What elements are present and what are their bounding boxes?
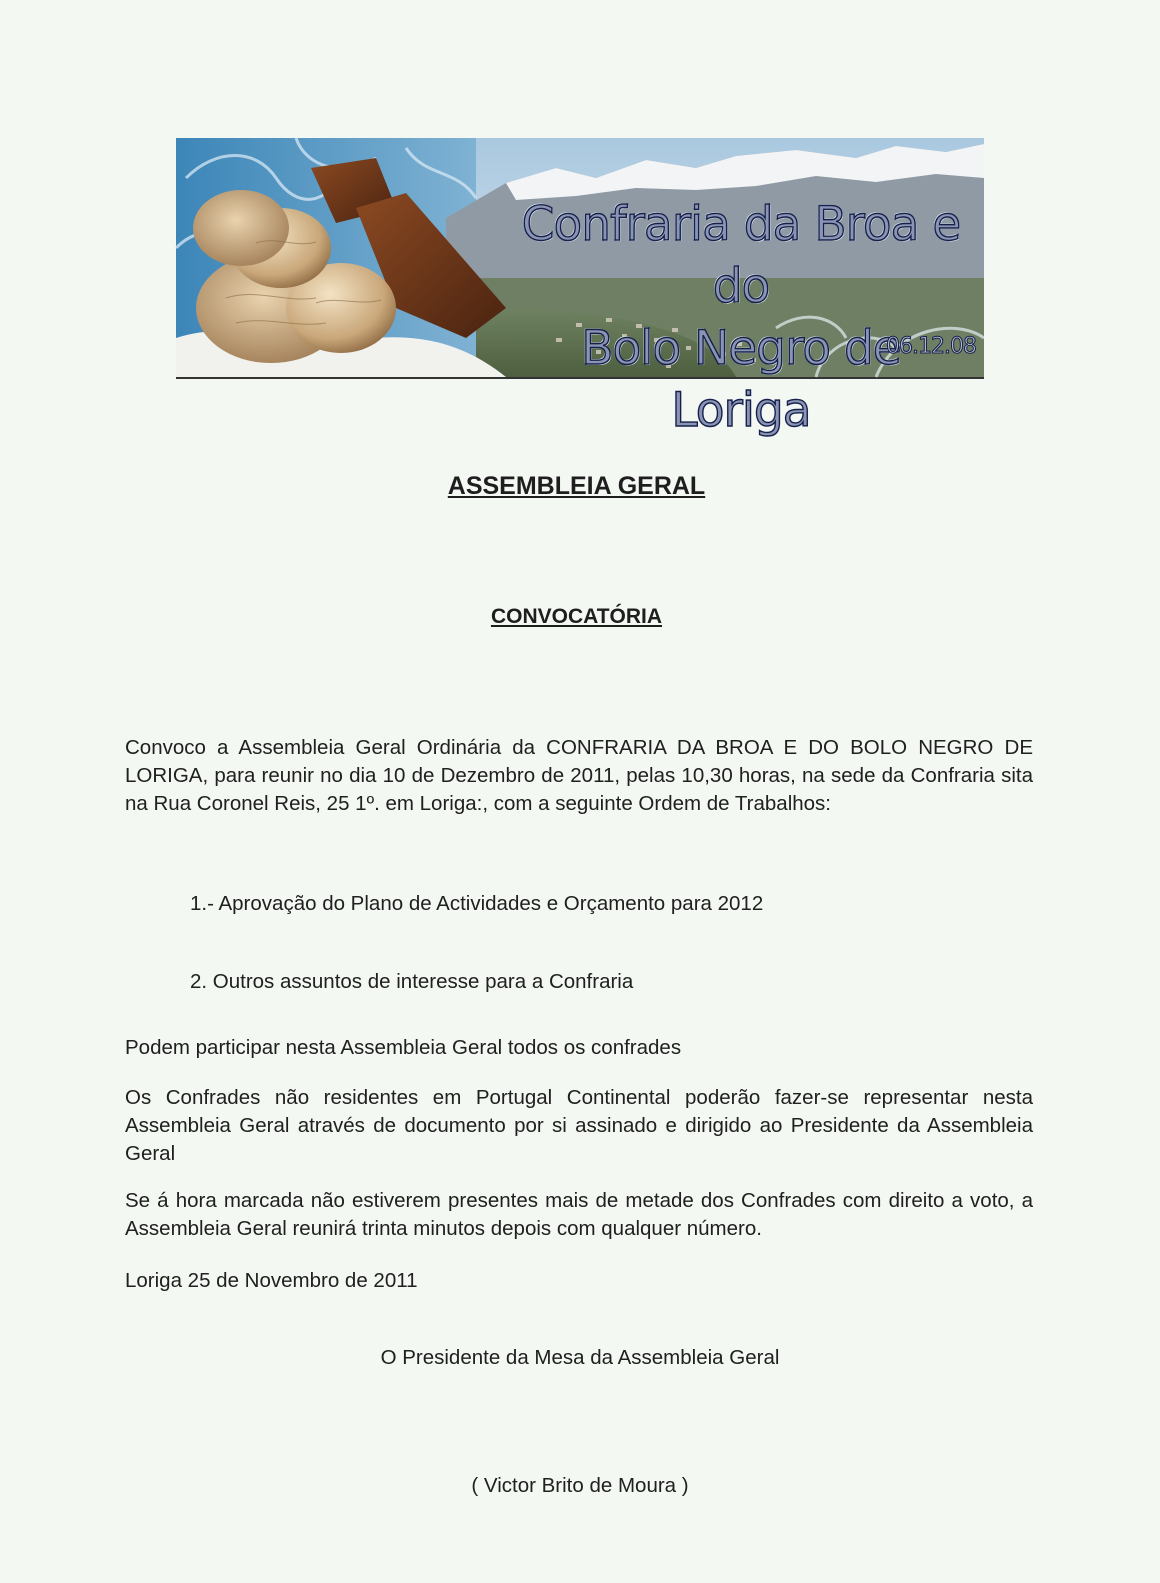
page-title: ASSEMBLEIA GERAL xyxy=(447,472,706,500)
agenda-item-2: 2. Outros assuntos de interesse para a Confraria xyxy=(190,970,634,993)
quorum-paragraph: Se á hora marcada não estiverem presentes mais de metade dos Confrades com direito a voto, a Assembleia Geral reunirá trinta minutos depois com qualquer número. xyxy=(125,1189,1033,1240)
signatory-role: O Presidente da Mesa da Assembleia Geral xyxy=(380,1346,780,1369)
page-subtitle: CONVOCATÓRIA xyxy=(490,605,663,628)
banner-date: 06.12.08 xyxy=(886,334,976,359)
signatory-name: ( Victor Brito de Moura ) xyxy=(471,1474,689,1497)
place-date: Loriga 25 de Novembro de 2011 xyxy=(125,1269,418,1292)
convocation-paragraph: Convoco a Assembleia Geral Ordinária da CONFRARIA DA BROA E DO BOLO NEGRO DE LORIGA, para reunir no dia 10 de Dezembro de 2011, pelas 10,30 horas, na sede da Confraria sita na Rua Coronel Reis, 25 1º. em Loriga:, com a seguinte Ordem de Trabalhos: xyxy=(125,736,1033,815)
participation-paragraph: Podem participar nesta Assembleia Geral todos os confrades xyxy=(125,1036,682,1059)
banner-title-line1: Confraria da Broa e do xyxy=(521,197,961,314)
banner-title xyxy=(506,194,976,442)
banner-title-line2: Bolo Negro de Loriga xyxy=(581,321,901,438)
agenda-item-1: 1.- Aprovação do Plano de Actividades e Orçamento para 2012 xyxy=(190,892,764,915)
header-banner xyxy=(176,138,984,438)
representation-paragraph: Os Confrades não residentes em Portugal Continental poderão fazer-se representar nesta Assembleia Geral através de documento por si assinado e dirigido ao Presidente da Assembleia Geral xyxy=(125,1086,1033,1165)
